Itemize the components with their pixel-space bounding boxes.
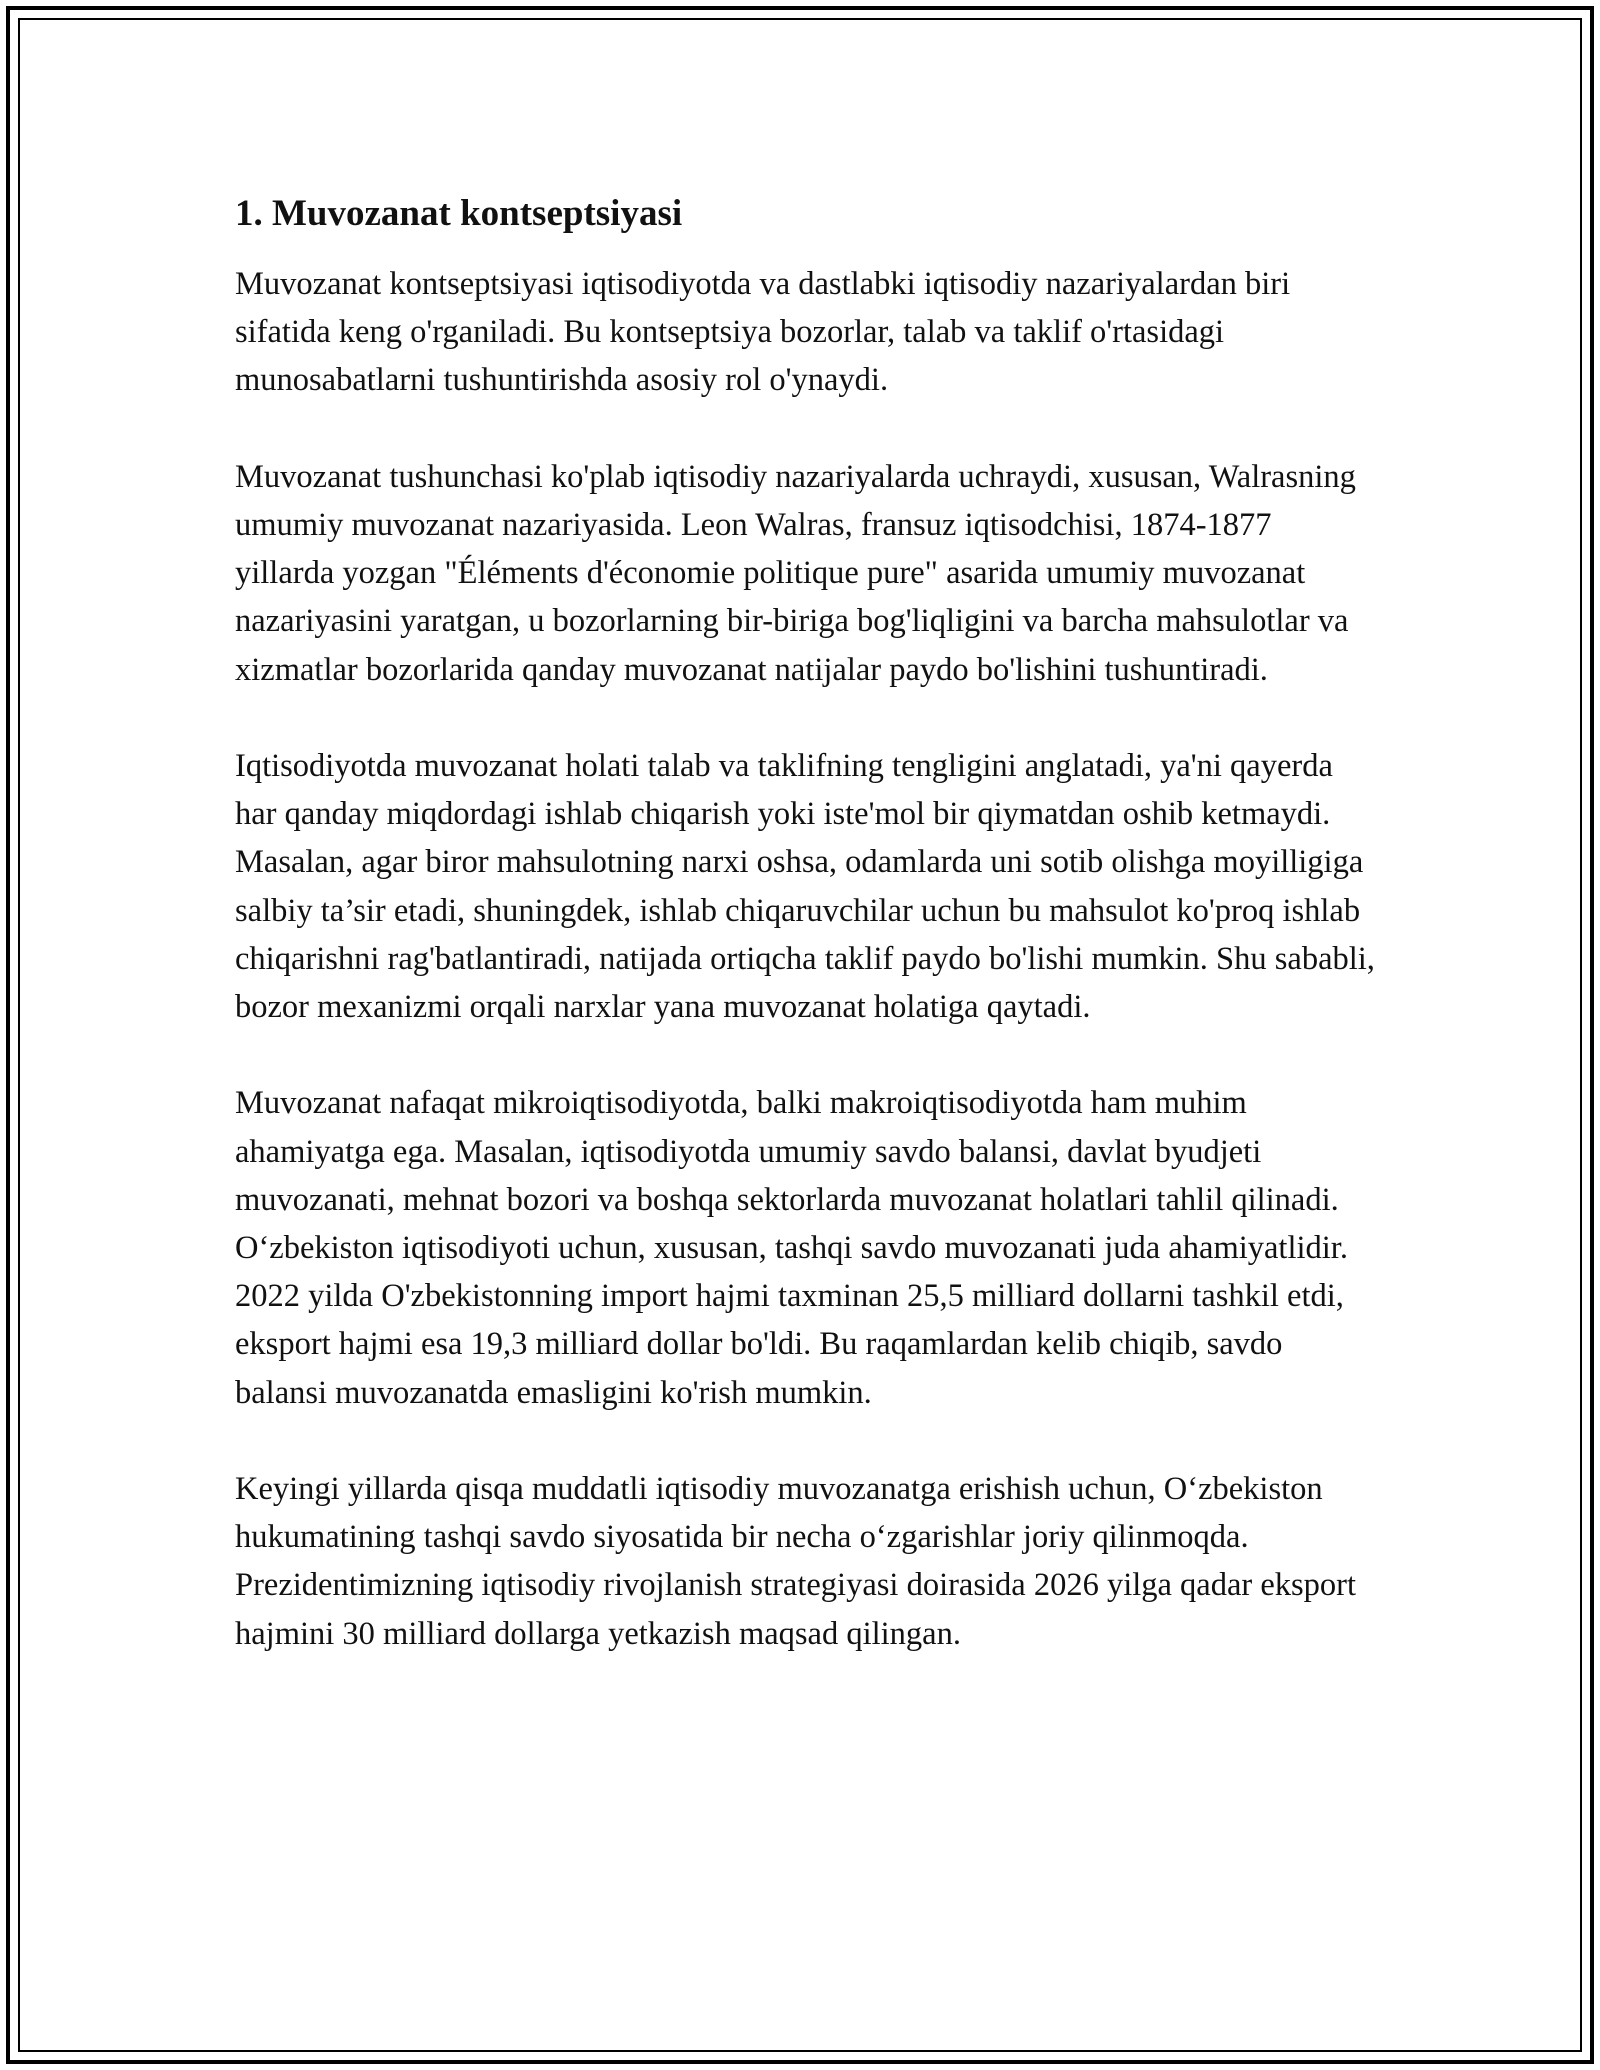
paragraph-2: Muvozanat tushunchasi ko'plab iqtisodiy nazariyalarda uchraydi, xususan, Walrasning umumiy muvozanat nazariyasida. Leon Walras, fransuz iqtisodchisi, 1874-1877 yillarda yozgan "Éléments d'économie politique pure" asarida umumiy muvozanat nazariyasini yaratgan, u bozorlarning bir-biriga bog'liqligini va barcha mahsulotlar va xizmatlar bozorlarida qanday muvozanat natijalar paydo bo'lishini tushuntiradi. — [235, 458, 1356, 688]
paragraph-4: Muvozanat nafaqat mikroiqtisodiyotda, balki makroiqtisodiyotda ham muhim ahamiyatga ega. Masalan, iqtisodiyotda umumiy savdo balansi, davlat byudjeti muvozanati, mehnat bozori va boshqa sektorlarda muvozanat holatlari tahlil qilinadi. O‘zbekiston iqtisodiyoti uchun, xususan, tashqi savdo muvozanati juda ahamiyatlidir. 2022 yilda O'zbekistonning import hajmi taxminan 25,5 milliard dollarni tashkil etdi, eksport hajmi esa 19,3 milliard dollar bo'ldi. Bu raqamlardan kelib chiqib, savdo balansi muvozanatda emasligini ko'rish mumkin. — [235, 1085, 1348, 1411]
document-body — [235, 190, 1375, 1706]
paragraph-5: Keyingi yillarda qisqa muddatli iqtisodiy muvozanatga erishish uchun, O‘zbekiston hukumatining tashqi savdo siyosatida bir necha o‘zgarishlar joriy qilinmoqda. Prezidentimizning iqtisodiy rivojlanish strategiyasi doirasida 2026 yilga qadar eksport hajmini 30 milliard dollarga yetkazish maqsad qilingan. — [235, 1471, 1357, 1652]
paragraph-3: Iqtisodiyotda muvozanat holati talab va taklifning tengligini anglatadi, ya'ni qayerda har qanday miqdordagi ishlab chiqarish yoki iste'mol bir qiymatdan oshib ketmaydi. Masalan, agar biror mahsulotning narxi oshsa, odamlarda uni sotib olishga moyilligiga salbiy ta’sir etadi, shuningdek, ishlab chiqaruvchilar uchun bu mahsulot ko'proq ishlab chiqarishni rag'batlantiradi, natijada ortiqcha taklif paydo bo'lishi mumkin. Shu sababli, bozor mexanizmi orqali narxlar yana muvozanat holatiga qaytadi. — [235, 748, 1375, 1026]
paragraph-1: Muvozanat kontseptsiyasi iqtisodiyotda va dastlabki iqtisodiy nazariyalardan biri sifatida keng o'rganiladi. Bu kontseptsiya bozorlar, talab va taklif o'rtasidagi munosabatlarni tushuntirishda asosiy rol o'ynaydi. — [235, 266, 1291, 399]
section-heading: 1. Muvozanat kontseptsiyasi — [235, 193, 683, 234]
